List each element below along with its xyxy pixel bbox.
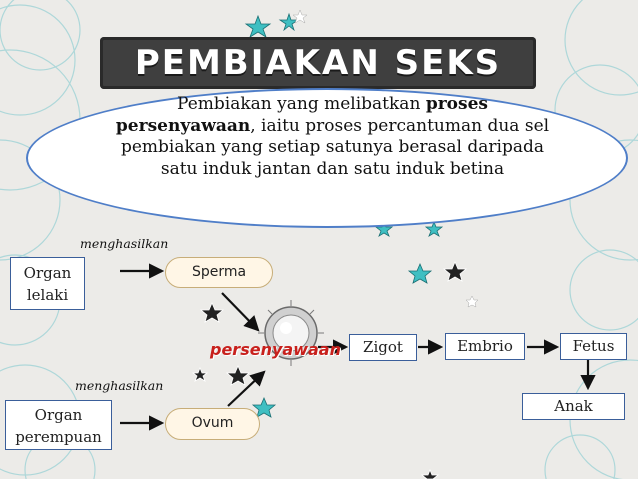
definition-prefix: Pembiakan yang melibatkan [177,94,426,114]
arrow-sperma-to-gamete [222,293,258,330]
label-persenyawaan: persenyawaan [210,340,341,359]
node-embrio: Embrio [445,333,525,360]
definition-bold: proses persenyawaan [115,94,488,136]
node-zigot: Zigot [349,334,417,361]
edge-label-top: menghasilkan [80,236,169,251]
page-title: PEMBIAKAN SEKS [134,43,502,83]
node-sperma: Sperma [165,257,273,288]
node-fetus: Fetus [560,333,627,360]
edge-label-bottom: menghasilkan [75,378,164,393]
node-ovum: Ovum [165,408,260,440]
definition-suffix: , iaitu proses percantuman dua sel pembiakan yang setiap satunya berasal daripada satu induk jantan dan satu induk betina [120,115,550,179]
node-anak: Anak [522,393,625,420]
node-organ-lelaki: Organ lelaki [10,257,85,310]
arrow-ovum-to-gamete [228,372,264,406]
node-organ-perempuan: Organ perempuan [5,400,112,450]
